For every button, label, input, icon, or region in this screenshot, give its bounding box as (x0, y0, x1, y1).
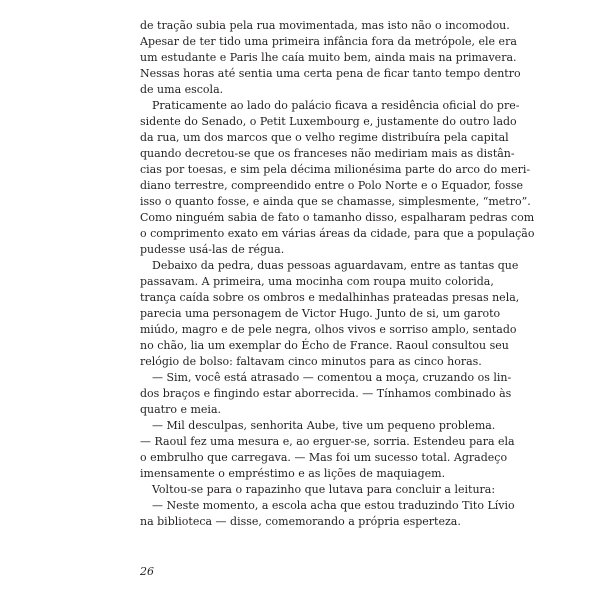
text-line: diano terrestre, compreendido entre o Polo Norte e o Equador, fosse (140, 179, 524, 192)
body-text (140, 18, 535, 530)
text-line: o embrulho que carregava. — Mas foi um sucesso total. Agradeço (140, 451, 508, 464)
text-line: um estudante e Paris lhe caía muito bem, ainda mais na primavera. (140, 51, 517, 64)
paragraph (140, 370, 512, 418)
text-line: Nessas horas até sentia uma certa pena de ficar tanto tempo dentro (140, 67, 521, 80)
text-line: isso o quanto fosse, e ainda que se chamasse, simplesmente, “metro”. (140, 195, 531, 208)
text-line: Debaixo da pedra, duas pessoas aguardavam, entre as tantas que (152, 259, 519, 272)
text-line: — Neste momento, a escola acha que estou traduzindo Tito Lívio (152, 499, 515, 512)
text-line: miúdo, magro e de pele negra, olhos vivos e sorriso amplo, sentado (140, 323, 517, 336)
text-line: — Sim, você está atrasado — comentou a moça, cruzando os lin- (152, 371, 512, 384)
text-line: de uma escola. (140, 83, 224, 96)
text-line: Como ninguém sabia de fato o tamanho disso, espalharam pedras com (140, 211, 535, 224)
page-number: 26 (140, 565, 154, 578)
text-line: no chão, lia um exemplar do Écho de France. Raoul consultou seu (140, 339, 509, 352)
paragraph (140, 498, 515, 530)
paragraph (140, 98, 535, 258)
text-line: dos braços e fingindo estar aborrecida. — Tínhamos combinado às (140, 387, 512, 400)
text-line: pudesse usá-las de régua. (140, 243, 285, 256)
text-line: cias por toesas, e sim pela décima milionésima parte do arco do meri- (140, 163, 531, 176)
text-line: parecia uma personagem de Victor Hugo. Junto de si, um garoto (140, 307, 501, 320)
text-line: na biblioteca — disse, comemorando a própria esperteza. (140, 515, 461, 528)
text-line: de tração subia pela rua movimentada, mas isto não o incomodou. (140, 19, 510, 32)
text-line: imensamente o empréstimo e as lições de maquiagem. (140, 467, 446, 480)
text-line: Apesar de ter tido uma primeira infância fora da metrópole, ele era (140, 35, 517, 48)
text-line: relógio de bolso: faltavam cinco minutos para as cinco horas. (140, 355, 482, 368)
paragraph (140, 482, 496, 498)
text-line: passavam. A primeira, uma mocinha com roupa muito colorida, (140, 275, 494, 288)
text-line: o comprimento exato em várias áreas da cidade, para que a população (140, 227, 535, 240)
paragraph (140, 418, 515, 482)
text-line: — Mil desculpas, senhorita Aube, tive um pequeno problema. (152, 419, 496, 432)
text-line: Voltou-se para o rapazinho que lutava para concluir a leitura: (152, 483, 496, 496)
text-line: da rua, um dos marcos que o velho regime distribuíra pela capital (140, 131, 509, 144)
text-line: Praticamente ao lado do palácio ficava a residência oficial do pre- (152, 99, 520, 112)
text-line: quando decretou-se que os franceses não mediriam mais as distân- (140, 147, 515, 160)
text-line: trança caída sobre os ombros e medalhinhas prateadas presas nela, (140, 291, 520, 304)
text-line: — Raoul fez uma mesura e, ao erguer-se, sorria. Estendeu para ela (140, 435, 515, 448)
paragraph (140, 258, 520, 370)
paragraph (140, 18, 521, 98)
text-line: quatro e meia. (140, 403, 222, 416)
text-line: sidente do Senado, o Petit Luxembourg e, justamente do outro lado (140, 115, 517, 128)
